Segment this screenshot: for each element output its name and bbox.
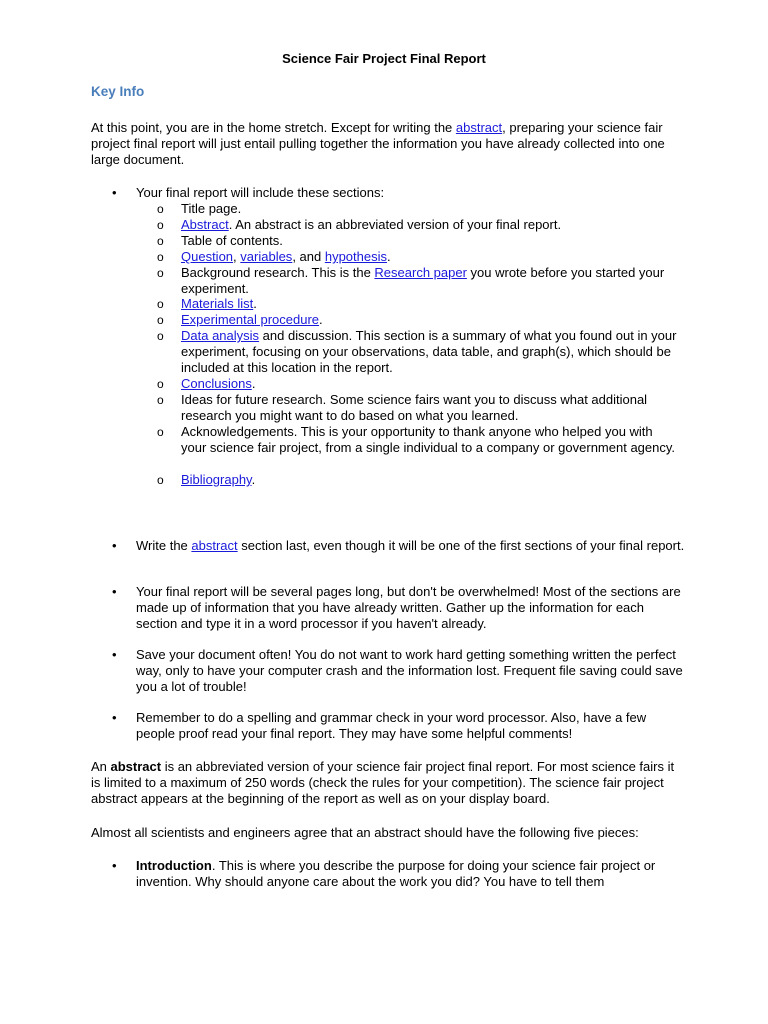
abstract-section-text: . An abstract is an abbreviated version of your final report. [228, 217, 562, 232]
abstract-tip-link[interactable]: abstract [191, 538, 238, 553]
tip-text-2: section last, even though it will be one of the first sections of your final report. [237, 538, 685, 553]
sub-bullet: o [157, 202, 164, 216]
sub-bullet: o [157, 313, 164, 327]
background-text-2: you wrote before you started your experiment. [181, 265, 665, 296]
list-item-data-analysis [181, 328, 681, 376]
list-item-acknowledgements: Acknowledgements. This is your opportunity to thank anyone who helped you with your science fair project, from a single individual to a company or government agency. [181, 424, 676, 455]
intro-text-1: At this point, you are in the home stretch. Except for writing the [91, 120, 456, 135]
list-item-background [181, 265, 681, 297]
intro-paragraph [91, 120, 683, 168]
introduction-text: . This is where you describe the purpose for doing your science fair project or invention. Why should anyone care about the work you did? You have to tell them [136, 858, 656, 889]
tip-text-1: Write the [136, 538, 192, 553]
sub-bullet: o [157, 234, 164, 248]
key-info-heading: Key Info [91, 84, 145, 99]
list-item-conclusions [181, 376, 681, 392]
introduction-item [136, 858, 688, 890]
bullet: • [112, 538, 117, 553]
abstract-link[interactable]: abstract [455, 120, 503, 135]
sub-bullet: o [157, 473, 164, 487]
intro-text-2: , preparing your science fair project final report will just entail pulling together the information you have already collected into one large document. [91, 120, 665, 167]
abstract-paragraph [91, 759, 683, 807]
bullet: • [112, 584, 117, 599]
sections-intro: Your final report will include these sections: [136, 185, 385, 200]
research-paper-link[interactable]: Research paper [374, 265, 467, 280]
list-item-title-page: Title page. [181, 201, 242, 216]
sub-bullet: o [157, 266, 164, 280]
experimental-procedure-link[interactable]: Experimental procedure [181, 312, 320, 327]
list-item-procedure [181, 312, 681, 328]
sub-bullet: o [157, 425, 164, 439]
sub-bullet: o [157, 297, 164, 311]
list-item-toc: Table of contents. [181, 233, 283, 248]
bullet: • [112, 858, 117, 873]
conclusions-link[interactable]: Conclusions [181, 376, 252, 391]
question-link[interactable]: Question [181, 249, 234, 264]
period-text: . [319, 312, 323, 327]
abstract-para-text-1: An [91, 759, 111, 774]
period-text: . [387, 249, 391, 264]
bibliography-link[interactable]: Bibliography [181, 472, 252, 487]
separator-text: , [233, 249, 241, 264]
tip-abstract-last [136, 538, 688, 554]
period-text: . [251, 472, 256, 487]
five-pieces-paragraph: Almost all scientists and engineers agree that an abstract should have the following five pieces: [91, 825, 639, 840]
introduction-bold-term: Introduction [136, 858, 212, 873]
sub-bullet: o [157, 393, 164, 407]
background-text-1: Background research. This is the [181, 265, 375, 280]
list-item-bibliography [181, 472, 681, 488]
abstract-para-text-2: is an abbreviated version of your science fair project final report. For most science fairs it is limited to a maximum of 250 words (check the rules for your competition). The science fair project abstract appears at the beginning of the report as well as on your display board. [91, 759, 675, 806]
tip-spelling: Remember to do a spelling and grammar check in your word processor. Also, have a few people proof read your final report. They may have some helpful comments! [136, 710, 647, 741]
tip-save: Save your document often! You do not want to work hard getting something written the perfect way, only to have your computer crash and the information lost. Frequent file saving could save you a lot of trouble! [136, 647, 683, 694]
abstract-bold-term: abstract [110, 759, 162, 774]
hypothesis-link[interactable]: hypothesis [324, 249, 387, 264]
period-text: . [253, 296, 257, 311]
list-item-abstract [181, 217, 681, 233]
sub-bullet: o [157, 329, 164, 343]
bullet: • [112, 185, 117, 200]
variables-link[interactable]: variables [240, 249, 293, 264]
bullet: • [112, 647, 117, 662]
sub-bullet: o [157, 250, 164, 264]
period-text: . [251, 376, 256, 391]
data-analysis-text: and discussion. This section is a summary of what you found out in your experiment, focusing on your observations, data table, and graph(s), which should be included at this location in the report. [181, 328, 677, 375]
materials-list-link[interactable]: Materials list [181, 296, 254, 311]
data-analysis-link[interactable]: Data analysis [181, 328, 260, 343]
abstract-section-link[interactable]: Abstract [181, 217, 229, 232]
list-item-ideas: Ideas for future research. Some science fairs want you to discuss what additional research you might want to do based on what you learned. [181, 392, 648, 423]
sub-bullet: o [157, 377, 164, 391]
bullet: • [112, 710, 117, 725]
sub-bullet: o [157, 218, 164, 232]
tip-length: Your final report will be several pages long, but don't be overwhelmed! Most of the sections are made up of information that you have already written. Gather up the information for each section and type it in a word processor if you haven't already. [136, 584, 681, 631]
separator-text: , and [292, 249, 325, 264]
list-item-materials [181, 296, 681, 312]
list-item-question [181, 249, 681, 265]
page-title: Science Fair Project Final Report [282, 51, 486, 66]
